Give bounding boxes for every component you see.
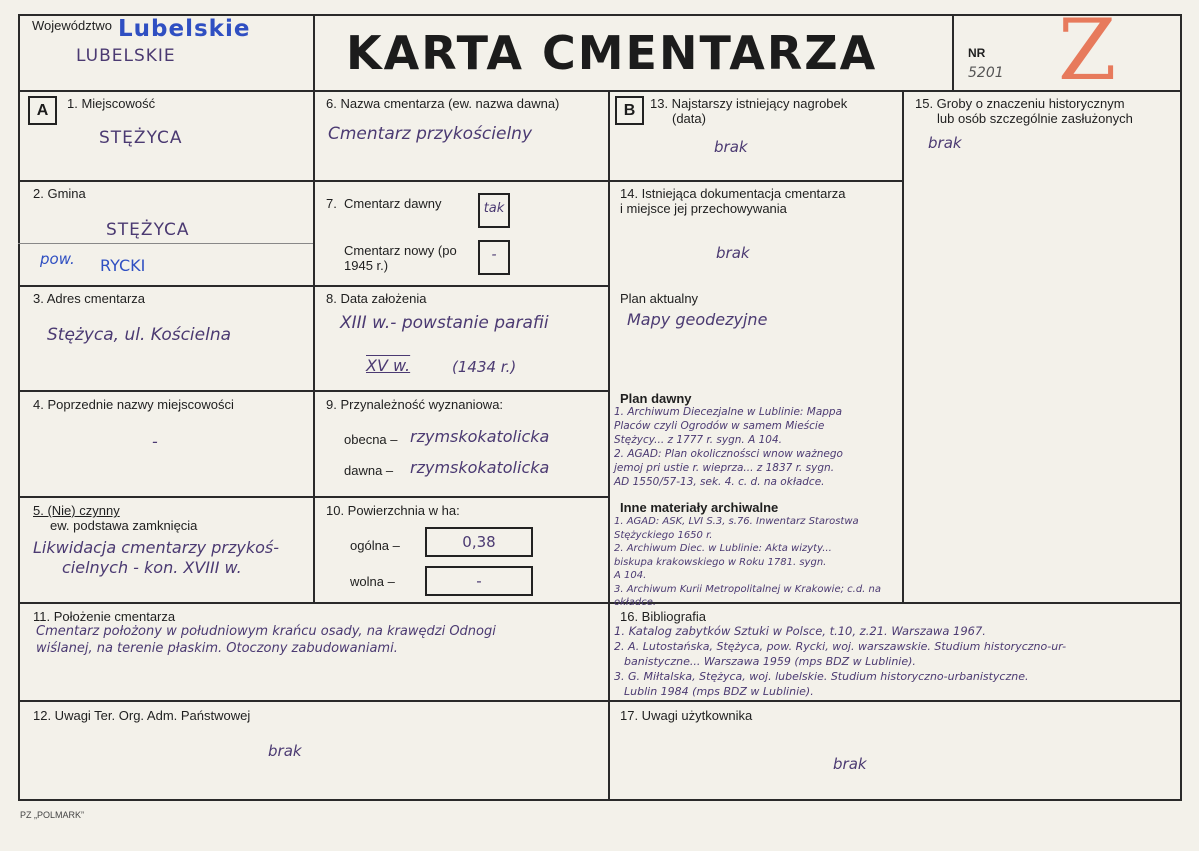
inne-materialy-list xyxy=(614,515,902,610)
field-5-value-line-2: cielnych - kon. XVIII w. xyxy=(62,558,242,577)
field-7-dawny-value: tak xyxy=(483,201,505,216)
inne-materialy-label: Inne materiały archiwalne xyxy=(620,500,779,515)
field-10-label: 10. Powierzchnia w ha: xyxy=(326,503,460,518)
field-10-ogolna-label: ogólna – xyxy=(350,538,400,553)
bibliography-item: 2. A. Lutostańska, Stężyca, pow. Rycki, woj. warszawskie. Studium historyczno-ur- xyxy=(614,640,1067,653)
inne-materialy-line: biskupa krakowskiego w Roku 1781. sygn. xyxy=(614,556,827,568)
divider xyxy=(608,90,610,799)
field-9-obecna-label: obecna – xyxy=(344,432,398,447)
plan-dawny-label: Plan dawny xyxy=(620,391,692,406)
field-2-value: STĘŻYCA xyxy=(106,220,190,240)
field-6-value: Cmentarz przykościelny xyxy=(328,124,533,144)
divider xyxy=(18,285,610,287)
field-10-ogolna-value: 0,38 xyxy=(462,533,496,551)
field-9-label: 9. Przynależność wyznaniowa: xyxy=(326,397,504,412)
field-10-wolna-label: wolna – xyxy=(350,574,395,589)
frame-right xyxy=(1180,14,1182,801)
field-9-obecna-value: rzymskokatolicka xyxy=(410,427,550,446)
wojewodztwo-value: LUBELSKIE xyxy=(76,46,176,66)
field-1-label: 1. Miejscowość xyxy=(67,96,156,111)
field-2-pow-value: RYCKI xyxy=(100,256,146,275)
field-7-nowy-box xyxy=(478,240,510,275)
bibliography-list xyxy=(614,624,1174,699)
field-11-value-line-1: Cmentarz położony w południowym krańcu osady, na krawędzi Odnogi xyxy=(36,624,496,639)
bibliography-item: Lublin 1984 (mps BDZ w Lublinie). xyxy=(624,685,814,698)
field-8-value-line-2: XV w. xyxy=(366,356,411,375)
plan-dawny-line: Stężycy... z 1777 r. sygn. A 104. xyxy=(614,434,783,446)
divider xyxy=(18,700,1182,702)
field-15-sublabel: lub osób szczególnie zasłużonych xyxy=(937,111,1133,126)
bibliography-item: banistyczne... Warszawa 1959 (mps BDZ w Lublinie). xyxy=(624,655,916,668)
field-13-value: brak xyxy=(714,138,748,156)
field-8-label: 8. Data założenia xyxy=(326,291,427,306)
frame-bottom xyxy=(18,799,1182,801)
field-15-label: 15. Groby o znaczeniu historycznym xyxy=(915,96,1125,111)
bibliography-item: 1. Katalog zabytków Sztuki w Polsce, t.10, z.21. Warszawa 1967. xyxy=(614,624,986,638)
plan-dawny-line: Placów czyli Ogrodów w samem Mieście xyxy=(614,420,825,432)
field-16-label: 16. Bibliografia xyxy=(620,609,706,624)
nr-label: NR xyxy=(968,46,986,60)
inne-materialy-line: Stężyckiego 1650 r. xyxy=(614,529,713,541)
plan-aktualny-value: Mapy geodezyjne xyxy=(627,310,768,329)
wojewodztwo-stamp: Lubelskie xyxy=(118,16,251,42)
field-3-label: 3. Adres cmentarza xyxy=(33,291,145,306)
divider xyxy=(608,180,904,182)
wojewodztwo-label: Województwo xyxy=(32,18,112,33)
field-12-label: 12. Uwagi Ter. Org. Adm. Państwowej xyxy=(33,708,251,723)
divider xyxy=(313,90,315,602)
inne-materialy-line: 2. Archiwum Diec. w Lublinie: Akta wizyty... xyxy=(614,543,832,554)
field-13-sublabel: (data) xyxy=(672,111,706,126)
field-17-label: 17. Uwagi użytkownika xyxy=(620,708,753,723)
page-title: KARTA CMENTARZA xyxy=(346,26,878,80)
field-2-pow-label: pow. xyxy=(40,250,75,268)
divider xyxy=(18,602,1182,604)
field-11-label: 11. Położenie cmentarza xyxy=(33,609,176,624)
frame-left xyxy=(18,14,20,801)
field-9-dawna-value: rzymskokatolicka xyxy=(410,458,550,477)
field-9-dawna-label: dawna – xyxy=(344,463,394,478)
bibliography-item: 3. G. Miłtalska, Stężyca, woj. lubelskie. Studium historyczno-urbanistyczne. xyxy=(614,670,1029,683)
field-5-label: 5. (Nie) czynny xyxy=(33,503,120,518)
field-1-value: STĘŻYCA xyxy=(99,128,183,148)
field-6-label: 6. Nazwa cmentarza (ew. nazwa dawna) xyxy=(326,96,560,111)
plan-dawny-line: 2. AGAD: Plan okolicznośsci wnow ważnego xyxy=(614,448,843,460)
inne-materialy-line: 3. Archiwum Kurii Metropolitalnej w Krakowie; c.d. na okładce. xyxy=(614,583,881,608)
plan-dawny-line: 1. Archiwum Diecezjalne w Lublinie: Mappa xyxy=(614,406,843,418)
section-b-letter: B xyxy=(615,96,644,125)
section-a-letter: A xyxy=(28,96,57,125)
field-8-value-line-3: (1434 r.) xyxy=(452,358,517,376)
field-7-dawny-label: Cmentarz dawny xyxy=(344,196,442,211)
plan-dawny-line: AD 1550/57-13, sek. 4. c. d. na okładce. xyxy=(614,476,825,488)
field-14-sublabel: i miejsce jej przechowywania xyxy=(620,201,787,216)
field-5-sublabel: ew. podstawa zamknięcia xyxy=(50,518,198,533)
divider xyxy=(18,496,610,498)
divider xyxy=(18,390,610,392)
plan-dawny-line: jemoj pri ustie r. wieprza... z 1837 r. sygn. xyxy=(614,462,835,474)
divider xyxy=(902,90,904,602)
field-2-label: 2. Gmina xyxy=(33,186,86,201)
field-14-label: 14. Istniejąca dokumentacja cmentarza xyxy=(620,186,846,201)
field-4-label: 4. Poprzednie nazwy miejscowości xyxy=(33,397,234,412)
nr-value: 5201 xyxy=(968,65,1004,81)
field-10-wolna-box xyxy=(425,566,533,596)
plan-dawny-list xyxy=(614,405,902,489)
field-7-dawny-box xyxy=(478,193,510,228)
inne-materialy-line: 1. AGAD: ASK, LVI S.3, s.76. Inwentarz Starostwa xyxy=(614,516,859,527)
field-10-ogolna-box xyxy=(425,527,533,557)
printer-mark: PZ „POLMARK” xyxy=(20,810,85,820)
divider xyxy=(18,90,1182,92)
field-3-value: Stężyca, ul. Kościelna xyxy=(47,325,232,345)
divider xyxy=(18,243,313,244)
field-4-value: - xyxy=(152,432,158,451)
field-7-nowy-label: Cmentarz nowy (po 1945 r.) xyxy=(344,243,457,273)
field-15-value: brak xyxy=(928,134,962,152)
category-letter-stamp: Z xyxy=(1058,1,1117,99)
plan-aktualny-label: Plan aktualny xyxy=(620,291,699,306)
field-10-wolna-value: - xyxy=(476,572,482,590)
inne-materialy-line: A 104. xyxy=(614,570,647,581)
field-14-value: brak xyxy=(716,244,750,262)
field-5-value-line-1: Likwidacja cmentarzy przykoś- xyxy=(33,538,279,557)
field-7-label: 7. xyxy=(326,196,337,211)
divider xyxy=(18,180,610,182)
field-17-value: brak xyxy=(833,755,867,773)
field-7-nowy-value: - xyxy=(491,247,497,263)
divider xyxy=(313,14,315,91)
field-8-value-line-1: XIII w.- powstanie parafii xyxy=(340,313,549,333)
divider xyxy=(952,14,954,91)
field-13-label: 13. Najstarszy istniejący nagrobek xyxy=(650,96,848,111)
field-12-value: brak xyxy=(268,742,302,760)
field-11-value-line-2: wiślanej, na terenie płaskim. Otoczony zabudowaniami. xyxy=(36,641,398,656)
